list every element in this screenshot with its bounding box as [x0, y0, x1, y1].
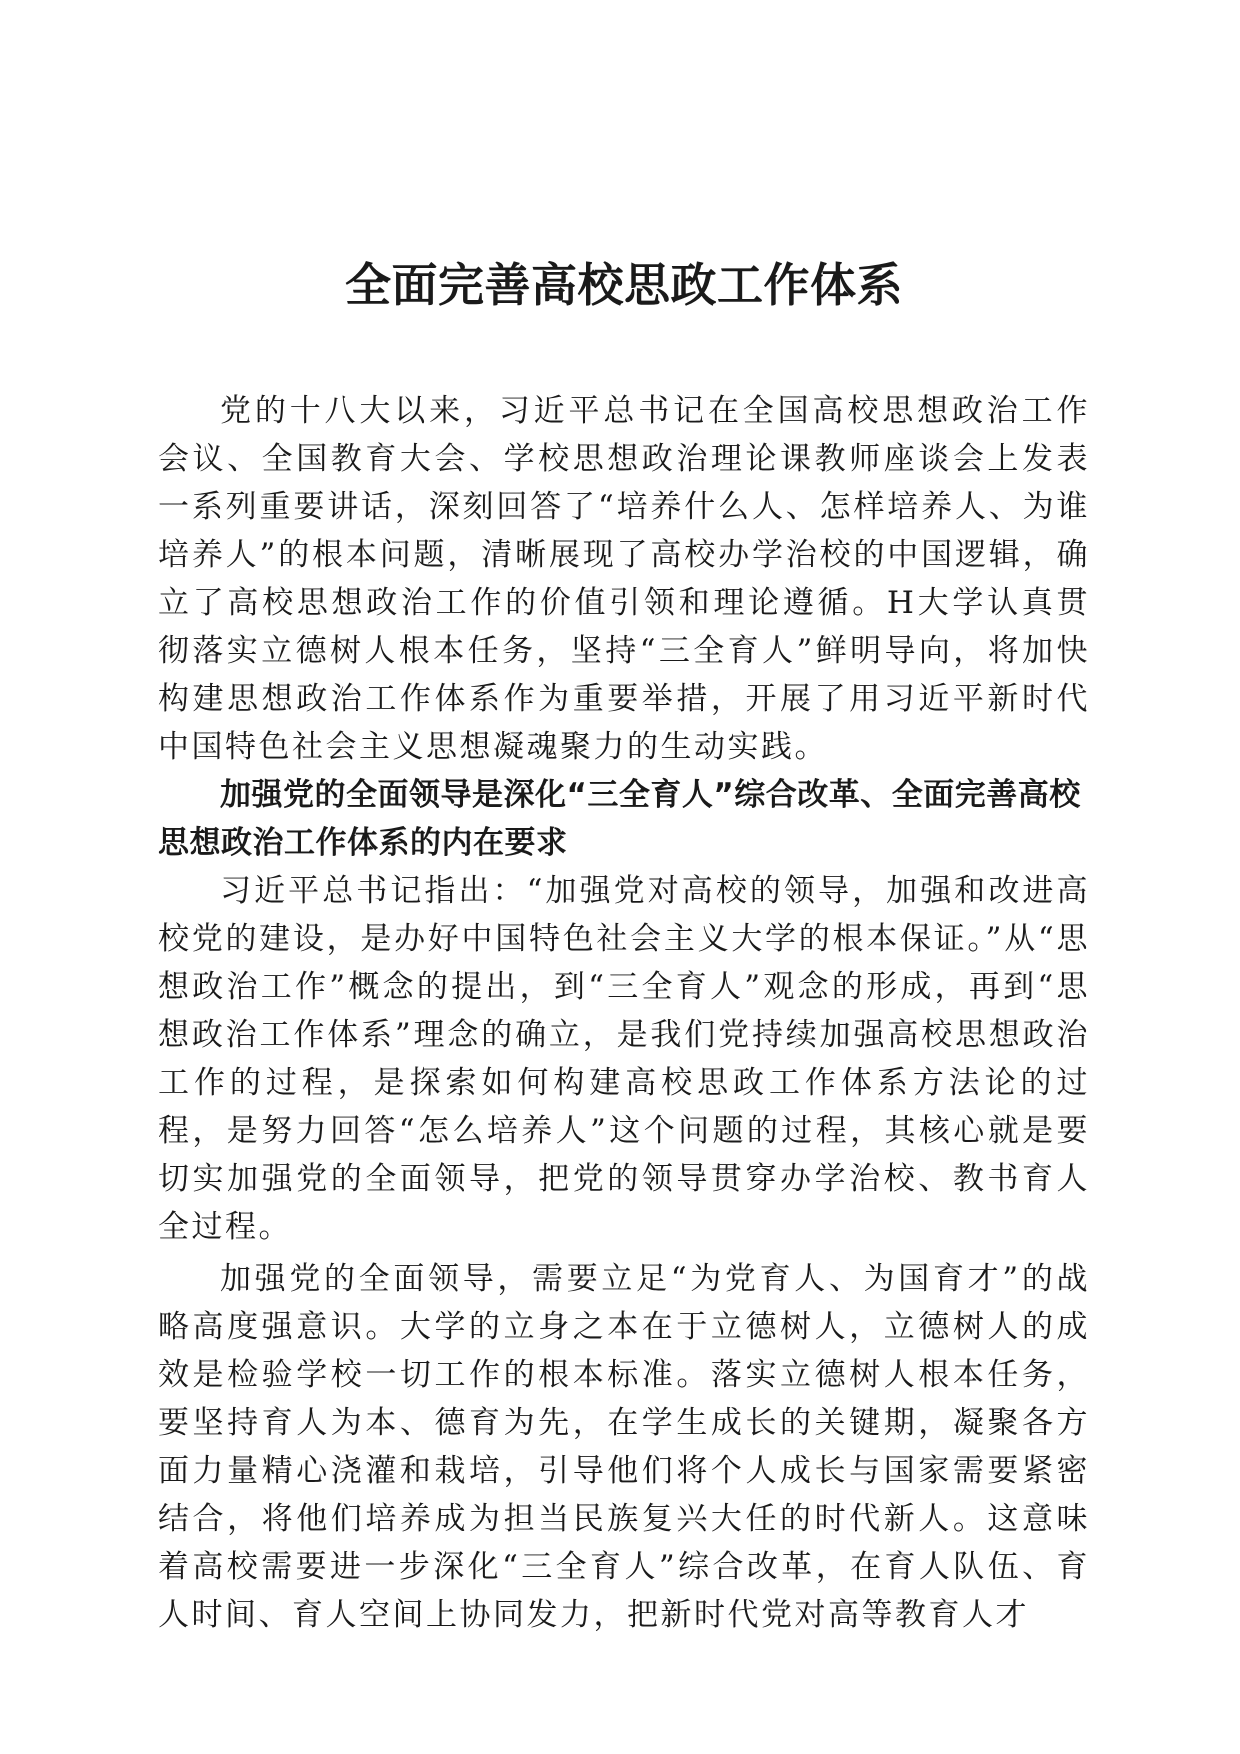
section-heading: 加强党的全面领导是深化“三全育人”综合改革、全面完善高校思想政治工作体系的内在要求	[158, 777, 1081, 862]
document-title: 全面完善高校思政工作体系	[345, 258, 903, 312]
body-paragraph-2: 加强党的全面领导，需要立足“为党育人、为国育才”的战略高度强意识。大学的立身之本在于立德树人，立德树人的成效是检验学校一切工作的根本标准。落实立德树人根本任务，要坚持育人为本、德育为先，在学生成长的关键期，凝聚各方面力量精心浇灌和栽培，引导他们将个人成长与国家需要紧密结合，将他们培养成为担当民族复兴大任的时代新人。这意味着高校需要进一步深化“三全育人”综合改革，在育人队伍、育人时间、育人空间上协同发力，把新时代党对高等教育人才	[158, 1261, 1090, 1634]
intro-paragraph: 党的十八大以来，习近平总书记在全国高校思想政治工作会议、全国教育大会、学校思想政治理论课教师座谈会上发表一系列重要讲话，深刻回答了“培养什么人、怎样培养人、为谁培养人”的根本问题，清晰展现了高校办学治校的中国逻辑，确立了高校思想政治工作的价值引领和理论遵循。H大学认真贯彻落实立德树人根本任务，坚持“三全育人”鲜明导向，将加快构建思想政治工作体系作为重要举措，开展了用习近平新时代中国特色社会主义思想凝魂聚力的生动实践。	[158, 393, 1090, 766]
body-paragraph-1: 习近平总书记指出：“加强党对高校的领导，加强和改进高校党的建设，是办好中国特色社会主义大学的根本保证。”从“思想政治工作”概念的提出，到“三全育人”观念的形成，再到“思想政治工作体系”理念的确立，是我们党持续加强高校思想政治工作的过程，是探索如何构建高校思政工作体系方法论的过程，是努力回答“怎么培养人”这个问题的过程，其核心就是要切实加强党的全面领导，把党的领导贯穿办学治校、教书育人全过程。	[158, 873, 1090, 1246]
